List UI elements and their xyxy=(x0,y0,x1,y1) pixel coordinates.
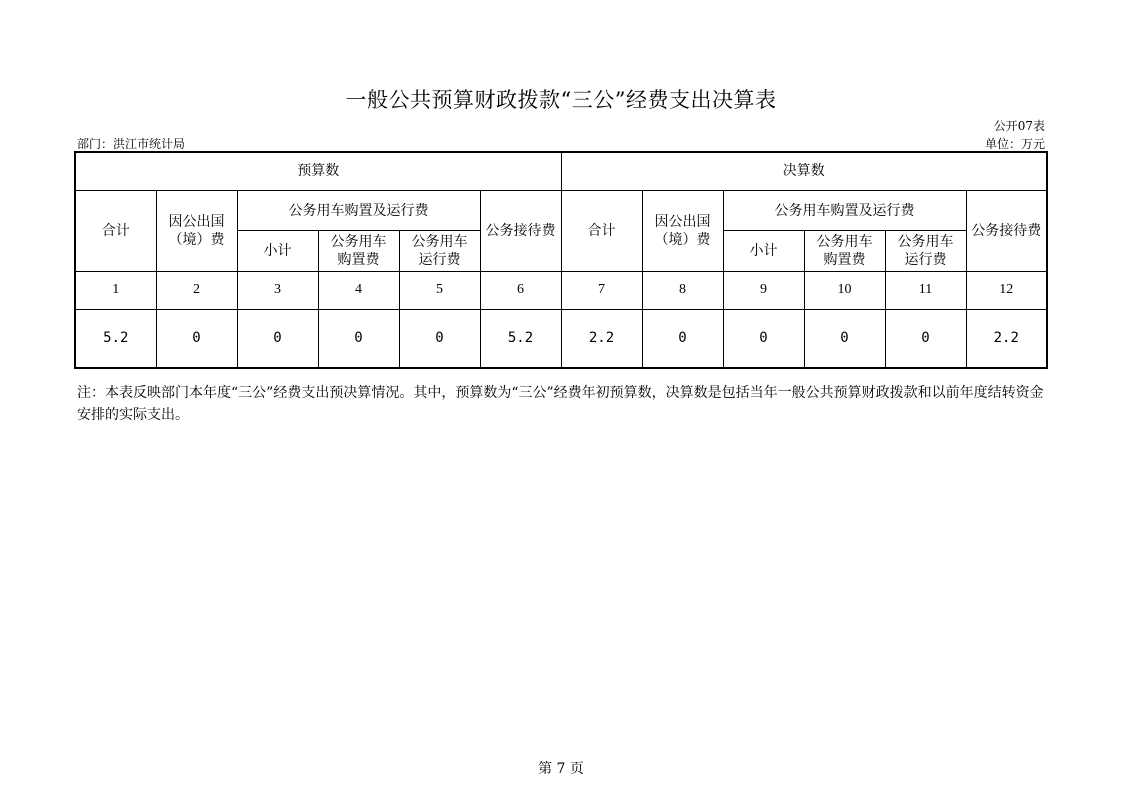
page-number: 第 7 页 xyxy=(538,761,584,777)
column-number: 3 xyxy=(237,271,318,309)
table-note: 注：本表反映部门本年度“三公”经费支出预决算情况。其中，预算数为“三公”经费年初预算数，决算数是包括当年一般公共预算财政拨款和以前年度结转资金安排的实际支出。 xyxy=(77,385,1044,423)
column-number: 12 xyxy=(966,271,1047,309)
value-cell: 0 xyxy=(642,309,723,368)
value-cell: 0 xyxy=(885,309,966,368)
header-budget-purchase: 公务用车 购置费 xyxy=(318,231,399,271)
header-budget-operation: 公务用车 运行费 xyxy=(399,231,480,271)
header-final-vehicle: 公务用车购置及运行费 xyxy=(723,190,966,230)
value-cell: 2.2 xyxy=(966,309,1047,368)
column-number: 1 xyxy=(75,271,156,309)
value-row xyxy=(75,309,1047,368)
value-cell: 0 xyxy=(237,309,318,368)
column-number: 10 xyxy=(804,271,885,309)
column-number: 4 xyxy=(318,271,399,309)
unit-label: 单位：万元 xyxy=(984,137,1045,151)
column-number: 6 xyxy=(480,271,561,309)
value-cell: 0 xyxy=(804,309,885,368)
header-budget-total: 合计 xyxy=(75,190,156,271)
page-title: 一般公共预算财政拨款“三公”经费支出决算表 xyxy=(345,88,777,112)
expenditure-table xyxy=(74,151,1048,369)
header-final-subtotal: 小计 xyxy=(723,231,804,271)
header-final-abroad: 因公出国 （境）费 xyxy=(642,190,723,271)
header-budget-subtotal: 小计 xyxy=(237,231,318,271)
value-cell: 0 xyxy=(156,309,237,368)
header-final-purchase: 公务用车 购置费 xyxy=(804,231,885,271)
column-number: 2 xyxy=(156,271,237,309)
header-budget: 预算数 xyxy=(75,152,561,190)
value-cell: 0 xyxy=(318,309,399,368)
header-final-reception: 公务接待费 xyxy=(966,190,1047,271)
value-cell: 5.2 xyxy=(75,309,156,368)
value-cell: 0 xyxy=(723,309,804,368)
header-budget-vehicle: 公务用车购置及运行费 xyxy=(237,190,480,230)
column-number: 7 xyxy=(561,271,642,309)
header-budget-abroad: 因公出国 （境）费 xyxy=(156,190,237,271)
value-cell: 0 xyxy=(399,309,480,368)
header-budget-reception: 公务接待费 xyxy=(480,190,561,271)
header-final-total: 合计 xyxy=(561,190,642,271)
value-cell: 5.2 xyxy=(480,309,561,368)
header-final-operation: 公务用车 运行费 xyxy=(885,231,966,271)
header-final: 决算数 xyxy=(561,152,1047,190)
column-number: 8 xyxy=(642,271,723,309)
column-number-row xyxy=(75,271,1047,309)
column-number: 11 xyxy=(885,271,966,309)
column-number: 5 xyxy=(399,271,480,309)
value-cell: 2.2 xyxy=(561,309,642,368)
department-label: 部门：洪江市统计局 xyxy=(77,137,186,151)
column-number: 9 xyxy=(723,271,804,309)
form-number: 公开07表 xyxy=(993,119,1045,133)
